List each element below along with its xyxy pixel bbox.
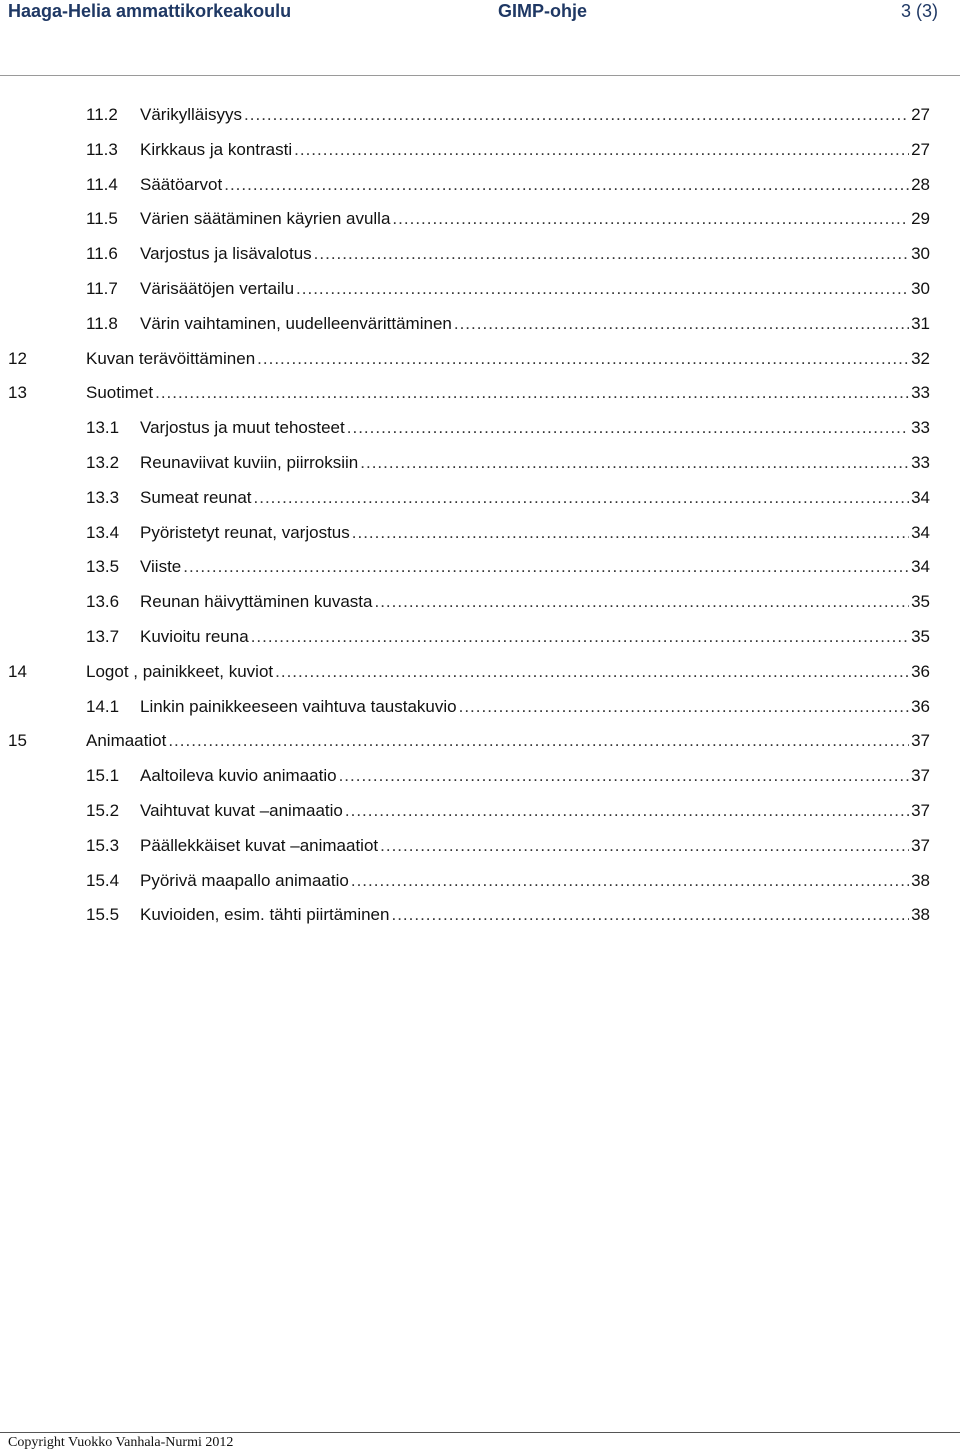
toc-entry-page: 37 — [911, 766, 930, 786]
toc-entry-page: 36 — [911, 696, 930, 716]
toc-dot-leader — [254, 481, 910, 516]
toc-entry-number: 13.6 — [86, 592, 120, 612]
toc-dot-leader — [168, 724, 909, 759]
toc-entry-line — [140, 481, 930, 516]
header-page-number: 3 (3) — [900, 1, 938, 21]
toc-entry-title: Värien säätäminen käyrien avulla — [140, 202, 392, 237]
toc-entry-number: 13.7 — [86, 626, 120, 646]
toc-entry-title: Kuvan terävöittäminen — [86, 342, 257, 377]
toc-dot-leader — [380, 829, 909, 864]
toc-entry-title: Reunaviivat kuviin, piirroksiin — [140, 446, 360, 481]
toc-entry-number: 11.2 — [86, 105, 118, 124]
toc-entry-page: 33 — [911, 418, 930, 438]
toc-entry-number: 11.5 — [86, 209, 118, 229]
toc-entry[interactable] — [0, 307, 960, 342]
toc-entry[interactable] — [0, 168, 960, 203]
toc-entry-line — [140, 168, 930, 203]
toc-entry-page: 33 — [911, 383, 930, 403]
toc-dot-leader — [374, 585, 909, 620]
toc-entry[interactable] — [0, 516, 960, 551]
toc-entry-page: 28 — [911, 174, 930, 194]
toc-entry-line — [86, 724, 930, 759]
toc-dot-leader — [345, 794, 909, 829]
toc-dot-leader — [360, 446, 909, 481]
toc-entry-title: Reunan häivyttäminen kuvasta — [140, 585, 374, 620]
toc-dot-leader — [314, 237, 909, 272]
toc-entry-page: 37 — [911, 800, 930, 820]
toc-entry-number: 15.5 — [86, 905, 120, 925]
toc-entry-line — [140, 898, 930, 933]
toc-entry-number: 15.2 — [86, 800, 120, 820]
toc-entry-number: 13.3 — [86, 487, 120, 507]
toc-entry[interactable] — [0, 864, 960, 899]
toc-dot-leader — [275, 655, 909, 690]
toc-entry-page: 34 — [911, 557, 930, 577]
header-school: Haaga-Helia ammattikorkeakoulu — [8, 1, 292, 21]
toc-entry-page: 30 — [911, 244, 930, 264]
toc-entry-title: Värin vaihtaminen, uudelleenvärittäminen — [140, 307, 454, 342]
toc-entry[interactable] — [0, 898, 960, 933]
toc-dot-leader — [339, 759, 910, 794]
toc-entry-page: 27 — [911, 139, 930, 159]
toc-entry-title: Kirkkaus ja kontrasti — [140, 133, 294, 168]
toc-entry-title: Sumeat reunat — [140, 481, 254, 516]
toc-entry-title: Logot , painikkeet, kuviot — [86, 655, 275, 690]
table-of-contents — [0, 98, 960, 933]
toc-entry-page: 33 — [911, 452, 930, 472]
toc-entry[interactable] — [0, 237, 960, 272]
toc-entry-title: Säätöarvot — [140, 168, 224, 203]
toc-entry-title: Varjostus ja muut tehosteet — [140, 411, 347, 446]
toc-entry-page: 27 — [911, 105, 930, 124]
toc-entry-line — [140, 759, 930, 794]
toc-entry-number: 11.6 — [86, 244, 118, 264]
toc-entry-number: 13.2 — [86, 452, 120, 472]
toc-entry-page: 35 — [911, 626, 930, 646]
toc-dot-leader — [351, 864, 909, 899]
toc-entry-title: Suotimet — [86, 376, 155, 411]
toc-entry[interactable] — [0, 376, 960, 411]
toc-entry-line — [140, 98, 930, 133]
toc-dot-leader — [224, 168, 909, 203]
header-divider — [0, 75, 960, 76]
toc-entry-page: 38 — [911, 870, 930, 890]
toc-dot-leader — [294, 133, 909, 168]
toc-entry-number: 12 — [8, 348, 27, 368]
toc-entry-number: 15.3 — [86, 835, 120, 855]
toc-entry-line — [140, 690, 930, 725]
toc-entry-line — [140, 446, 930, 481]
toc-entry-line — [140, 237, 930, 272]
toc-entry-line — [140, 516, 930, 551]
toc-entry-line — [140, 307, 930, 342]
toc-dot-leader — [155, 376, 909, 411]
toc-entry-line — [140, 585, 930, 620]
toc-dot-leader — [183, 550, 909, 585]
toc-entry-line — [140, 550, 930, 585]
toc-entry-page: 32 — [911, 348, 930, 368]
toc-entry-number: 14.1 — [86, 696, 120, 716]
toc-entry[interactable] — [0, 133, 960, 168]
toc-entry-title: Viiste — [140, 550, 183, 585]
toc-dot-leader — [296, 272, 909, 307]
toc-entry[interactable] — [0, 724, 960, 759]
toc-entry-title: Värisäätöjen vertailu — [140, 272, 296, 307]
toc-entry-title: Animaatiot — [86, 724, 168, 759]
toc-entry[interactable] — [0, 620, 960, 655]
toc-entry-number: 13 — [8, 383, 27, 403]
toc-entry-title: Aaltoileva kuvio animaatio — [140, 759, 339, 794]
toc-dot-leader — [459, 690, 909, 725]
toc-entry[interactable] — [0, 342, 960, 377]
toc-entry-page: 31 — [911, 313, 930, 333]
toc-entry-page: 37 — [911, 835, 930, 855]
toc-entry-line — [140, 133, 930, 168]
toc-entry-page: 36 — [911, 661, 930, 681]
toc-dot-leader — [347, 411, 909, 446]
toc-entry-line — [140, 620, 930, 655]
toc-entry-number: 14 — [8, 661, 27, 681]
toc-entry[interactable] — [0, 98, 960, 133]
toc-entry-title: Linkin painikkeeseen vaihtuva taustakuvio — [140, 690, 459, 725]
header-title: GIMP-ohje — [498, 1, 587, 21]
toc-entry-line — [140, 864, 930, 899]
toc-dot-leader — [454, 307, 909, 342]
toc-entry-line — [86, 342, 930, 377]
toc-entry[interactable] — [0, 550, 960, 585]
toc-entry-title: Pyöristetyt reunat, varjostus — [140, 516, 352, 551]
toc-entry[interactable] — [0, 481, 960, 516]
toc-entry-number: 13.1 — [86, 418, 120, 438]
toc-entry-number: 11.7 — [86, 278, 118, 298]
toc-entry[interactable] — [0, 202, 960, 237]
toc-entry-number: 13.5 — [86, 557, 120, 577]
toc-entry-number: 15 — [8, 731, 27, 751]
toc-entry-page: 38 — [911, 905, 930, 925]
toc-entry[interactable] — [0, 272, 960, 307]
toc-entry-title: Päällekkäiset kuvat –animaatiot — [140, 829, 380, 864]
toc-entry-line — [140, 829, 930, 864]
toc-entry-number: 11.4 — [86, 174, 118, 194]
toc-entry-number: 11.8 — [86, 313, 118, 333]
toc-dot-leader — [352, 516, 909, 551]
toc-dot-leader — [392, 202, 909, 237]
toc-entry-line — [140, 411, 930, 446]
toc-entry[interactable] — [0, 794, 960, 829]
toc-entry-page: 35 — [911, 592, 930, 612]
toc-entry-title: Varjostus ja lisävalotus — [140, 237, 314, 272]
toc-dot-leader — [391, 898, 909, 933]
toc-entry[interactable] — [0, 759, 960, 794]
toc-entry[interactable] — [0, 446, 960, 481]
toc-entry[interactable] — [0, 690, 960, 725]
toc-entry-number: 15.4 — [86, 870, 120, 890]
toc-entry-page: 30 — [911, 278, 930, 298]
toc-entry-line — [86, 655, 930, 690]
toc-entry-page: 34 — [911, 487, 930, 507]
toc-entry-title: Vaihtuvat kuvat –animaatio — [140, 794, 345, 829]
toc-entry-page: 37 — [911, 731, 930, 751]
footer-divider — [0, 1432, 960, 1433]
toc-entry-page: 29 — [911, 209, 930, 229]
toc-dot-leader — [251, 620, 909, 655]
toc-entry-title: Värikylläisyys — [140, 98, 244, 133]
toc-entry-page: 34 — [911, 522, 930, 542]
toc-dot-leader — [244, 98, 909, 133]
toc-entry[interactable] — [0, 829, 960, 864]
toc-entry-number: 13.4 — [86, 522, 120, 542]
toc-entry-title: Kuvioiden, esim. tähti piirtäminen — [140, 898, 391, 933]
toc-entry-number: 11.3 — [86, 139, 118, 159]
toc-entry-line — [86, 376, 930, 411]
footer-copyright: Copyright Vuokko Vanhala-Nurmi 2012 — [8, 1435, 234, 1450]
toc-entry-title: Pyörivä maapallo animaatio — [140, 864, 351, 899]
toc-dot-leader — [257, 342, 909, 377]
toc-entry[interactable] — [0, 411, 960, 446]
page-header — [0, 0, 960, 26]
toc-entry-line — [140, 202, 930, 237]
toc-entry[interactable] — [0, 655, 960, 690]
toc-entry-line — [140, 272, 930, 307]
toc-entry-line — [140, 794, 930, 829]
toc-entry-title: Kuvioitu reuna — [140, 620, 251, 655]
toc-entry[interactable] — [0, 585, 960, 620]
toc-entry-number: 15.1 — [86, 766, 120, 786]
